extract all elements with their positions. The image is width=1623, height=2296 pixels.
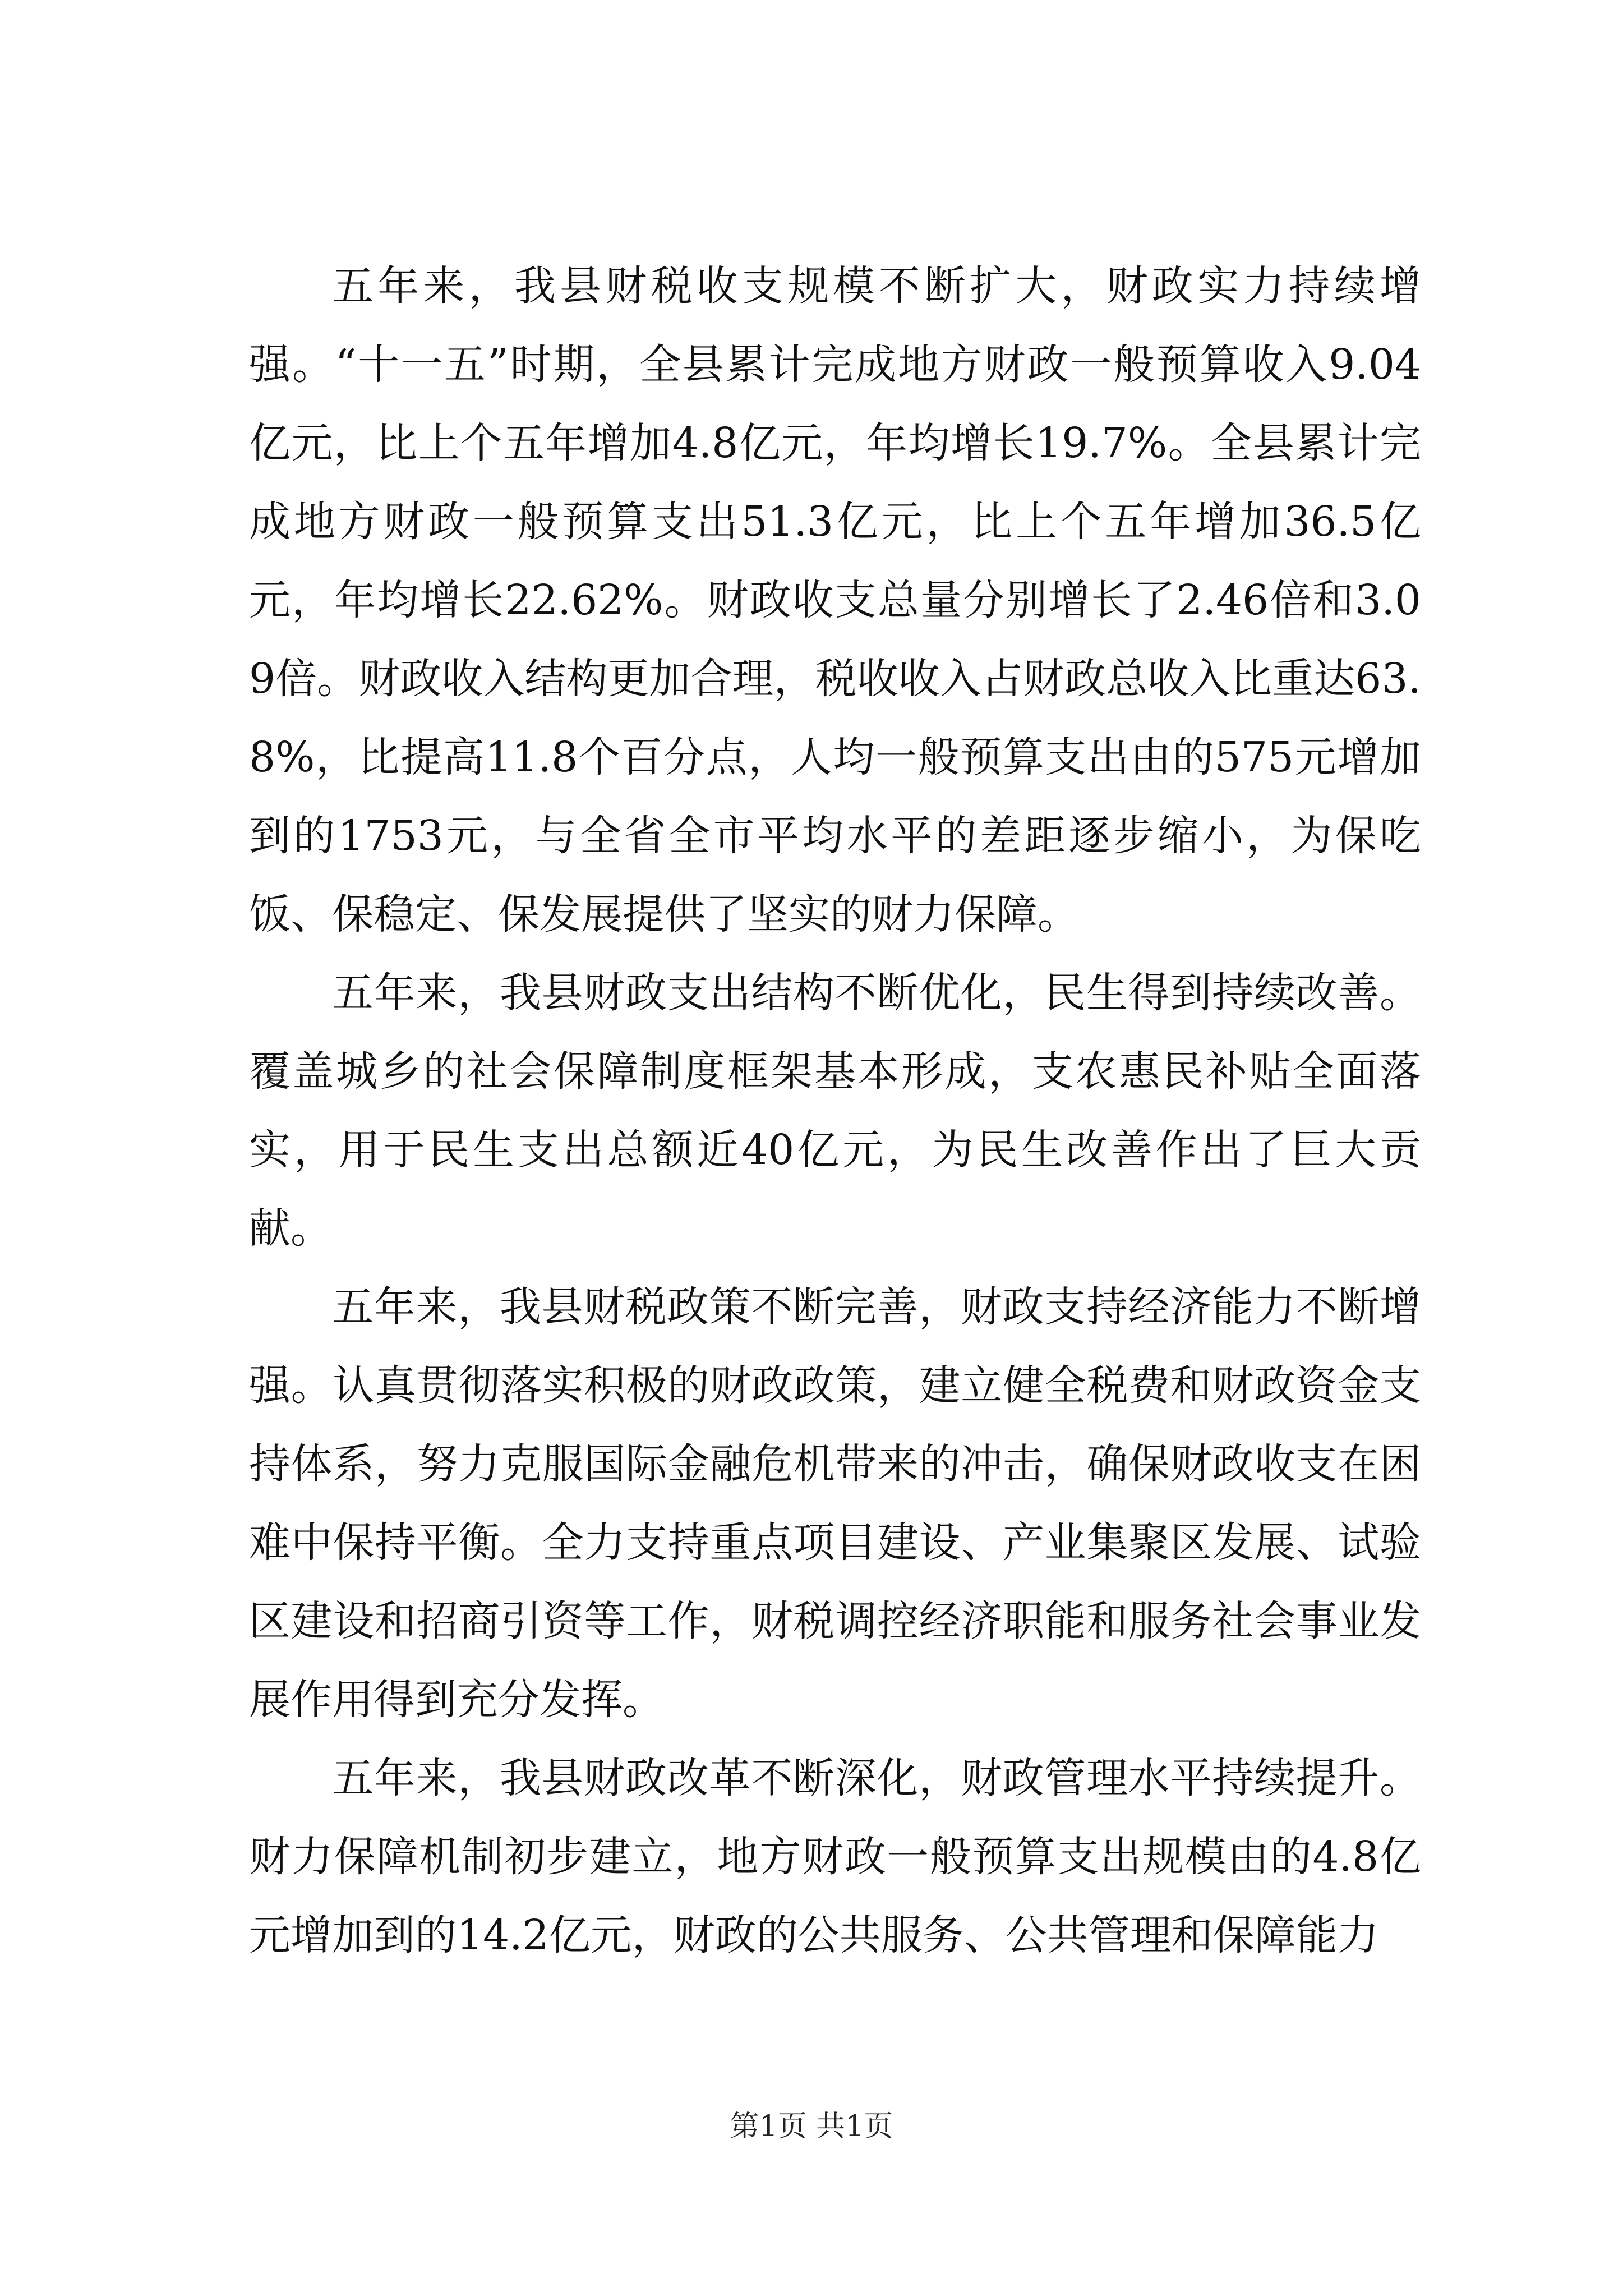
paragraph-fiscal-policy: 五年来，我县财税政策不断完善，财政支持经济能力不断增强。认真贯彻落实积极的财政政策，建立健全税费和财政资金支持体系，努力克服国际金融危机带来的冲击，确保财政收支在困难中保持平衡。全力支持重点项目建设、产业集聚区发展、试验区建设和招商引资等工作，财税调控经济职能和服务社会事业发展作用得到充分发挥。 [249,1283,1421,1724]
paragraph-fiscal-scale: 五年来，我县财税收支规模不断扩大，财政实力持续增强。“十一五”时期，全县累计完成地方财政一般预算收入9.04亿元，比上个五年增加4.8亿元，年均增长19.7%。全县累计完成地方财政一般预算支出51.3亿元，比上个五年增加36.5亿元，年均增长22.62%。财政收支总量分别增长了2.46倍和3.09倍。财政收入结构更加合理，税收收入占财政总收入比重达63.8%，比提高11.8个百分点，人均一般预算支出由的575元增加到的1753元，与全省全市平均水平的差距逐步缩小，为保吃饭、保稳定、保发展提供了坚实的财力保障。 [249,262,1421,938]
paragraph-expenditure-structure: 五年来，我县财政支出结构不断优化，民生得到持续改善。覆盖城乡的社会保障制度框架基本形成，支农惠民补贴全面落实，用于民生支出总额近40亿元，为民生改善作出了巨大贡献。 [249,969,1421,1253]
page-footer: 第1页 共1页 [730,2110,893,2143]
paragraph-fiscal-reform: 五年来，我县财政改革不断深化，财政管理水平持续提升。财力保障机制初步建立，地方财政一般预算支出规模由的4.8亿元增加到的14.2亿元，财政的公共服务、公共管理和保障能力 [249,1754,1421,1959]
document-body [249,247,1421,1975]
